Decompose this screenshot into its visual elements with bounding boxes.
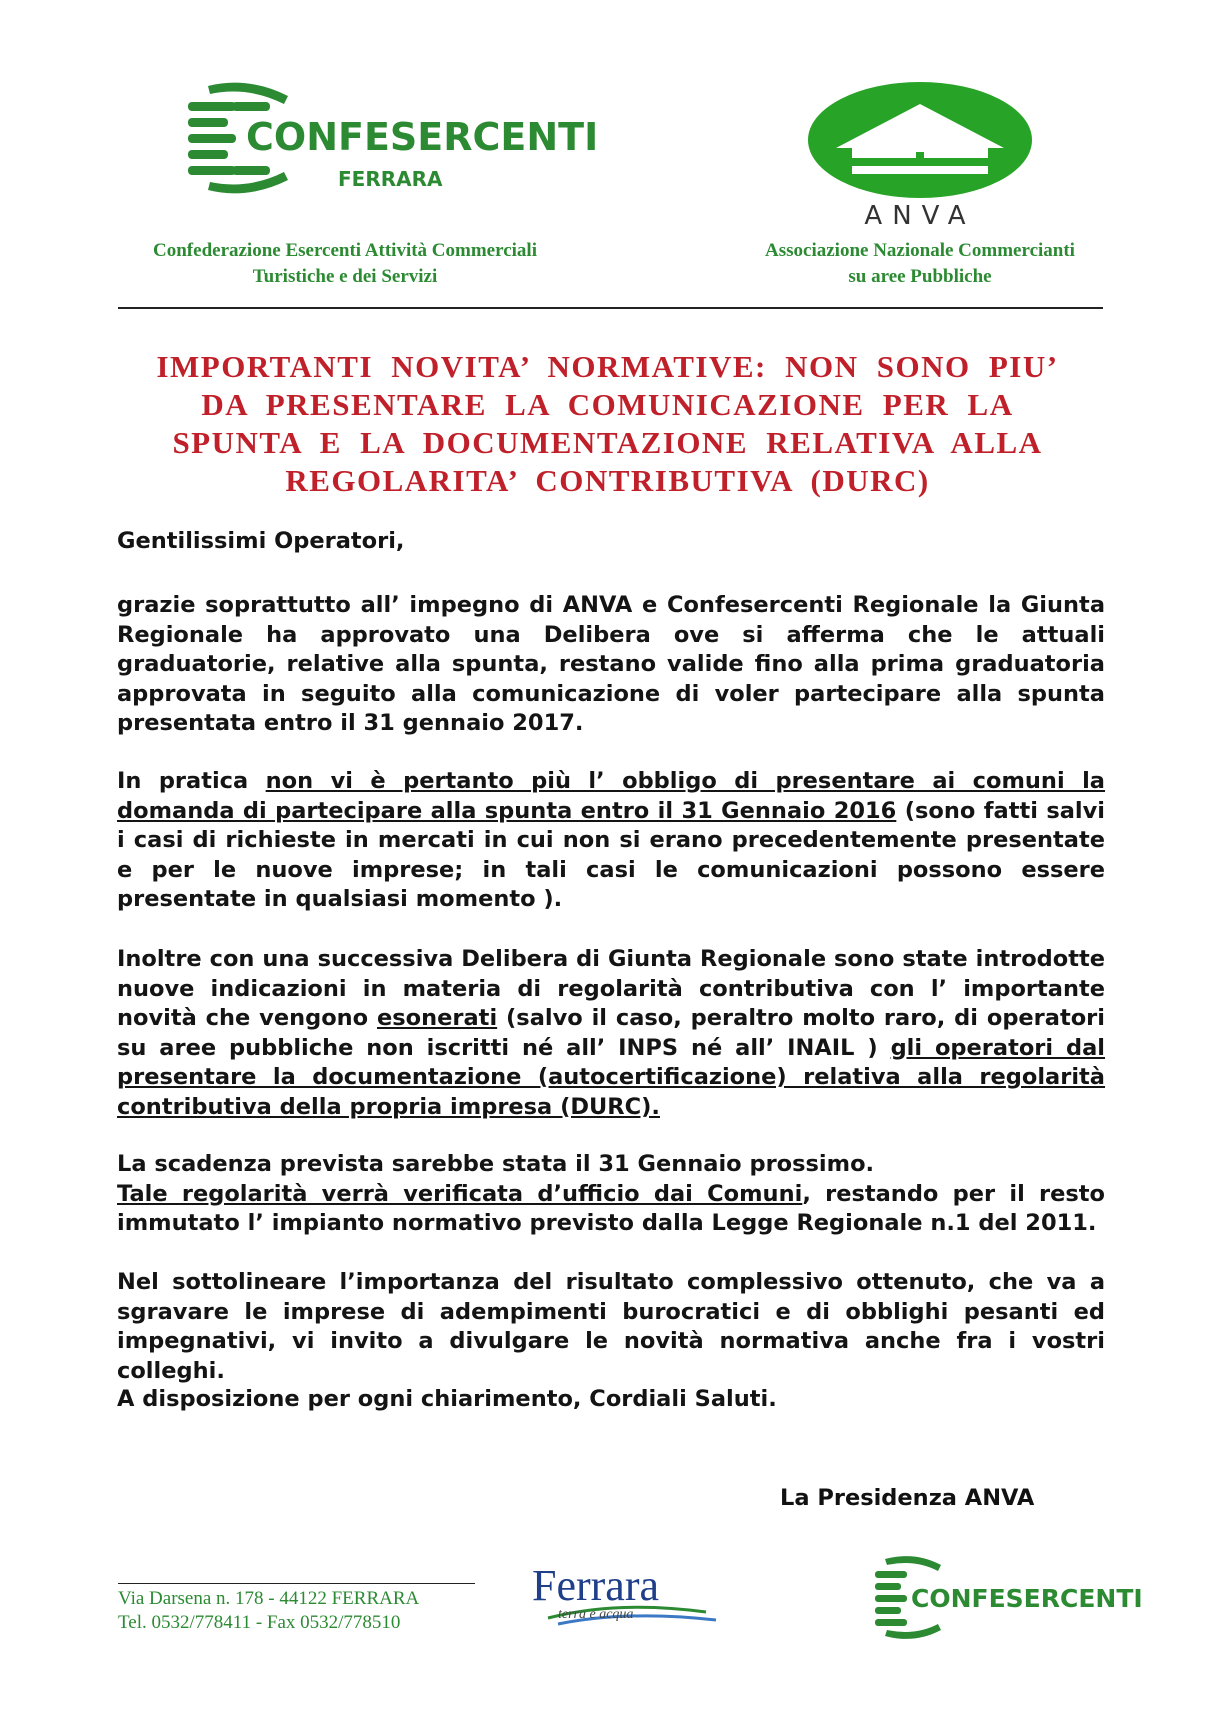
svg-text:FERRARA: FERRARA [338, 167, 443, 191]
paragraph-3: Inoltre con una successiva Delibera di Giunta Regionale sono state introdotte nuove indicazioni in materia di regolarità contributiva con l’ importante novità che vengono esonerati (salvo il caso, peraltro molto raro, di operatori su aree pubbliche non iscritti né all’ INPS né all’ INAIL ) gli operatori dal presentare la documentazione (autocertificazione) relativa alla regolarità contributiva della propria impresa (DURC). [117, 946, 1105, 1120]
footer-address: Via Darsena n. 178 - 44122 FERRARA [118, 1588, 420, 1609]
underlined-text: esonerati [377, 1005, 498, 1031]
left-org-description: Confederazione Esercenti Attività Commerciali Turistiche e dei Servizi [153, 240, 537, 287]
confesercenti-logo [188, 82, 599, 197]
anva-logo [800, 82, 1040, 232]
greeting: Gentilissimi Operatori, [117, 528, 405, 554]
underlined-text: non vi è pertanto più l’ obbligo di presentare ai comuni la domanda di partecipare alla spunta entro il 31 Gennaio 2016 [117, 768, 1105, 824]
page-title: IMPORTANTI NOVITA’ NORMATIVE: NON SONO PIU’ DA PRESENTARE LA COMUNICAZIONE PER LA SPUNTA E LA DOCUMENTAZIONE RELATIVA ALLA REGOLARITA’ CONTRIBUTIVA (DURC) [156, 349, 1059, 498]
right-org-description: Associazione Nazionale Commercianti su aree Pubbliche [765, 240, 1075, 287]
paragraph-2: In pratica non vi è pertanto più l’ obbligo di presentare ai comuni la domanda di partecipare alla spunta entro il 31 Gennaio 2016 (sono fatti salvi i casi di richieste in mercati in cui non si erano precedentemente presentate e per le nuove imprese; in tali casi le comunicazioni possono essere presentate in qualsiasi momento ). [117, 768, 1105, 912]
paragraph-6: A disposizione per ogni chiarimento, Cordiali Saluti. [117, 1386, 777, 1412]
paragraph-1: grazie soprattutto all’ impegno di ANVA e Confesercenti Regionale la Giunta Regionale ha approvato una Delibera ove si afferma che le attuali graduatorie, relative alla spunta, restano valide fino alla prima graduatoria approvata in seguito alla comunicazione di voler partecipare alla spunta presentata entro il 31 gennaio 2017. [117, 592, 1105, 736]
svg-text:CONFESERCENTI: CONFESERCENTI [911, 1584, 1143, 1613]
underlined-text: gli operatori dal presentare la documentazione (autocertificazione) relativa alla regolarità contributiva della propria impresa (DURC). [117, 1034, 1105, 1120]
confesercenti-footer-logo [875, 1555, 1143, 1640]
paragraph-4: La scadenza prevista sarebbe stata il 31 Gennaio prossimo. Tale regolarità verrà verificata d’ufficio dai Comuni, restando per il resto immutato l’ impianto normativo previsto dalla Legge Regionale n.1 del 2011. [117, 1151, 1105, 1236]
ferrara-logo [528, 1560, 728, 1630]
svg-text:Ferrara: Ferrara [532, 1561, 660, 1610]
signature: La Presidenza ANVA [780, 1485, 1035, 1511]
svg-text:terra e acqua: terra e acqua [558, 1607, 634, 1622]
svg-text:CONFESERCENTI: CONFESERCENTI [246, 115, 599, 159]
footer-divider [118, 1583, 475, 1584]
underlined-text: Tale regolarità verrà verificata d’ufficio dai Comuni [117, 1180, 803, 1207]
header-divider [118, 307, 1103, 309]
svg-text:ANVA: ANVA [864, 201, 976, 231]
paragraph-5: Nel sottolineare l’importanza del risultato complessivo ottenuto, che va a sgravare le imprese di adempimenti burocratici e di obblighi pesanti ed impegnativi, vi invito a divulgare le novità normativa anche fra i vostri colleghi. [117, 1269, 1105, 1384]
footer-phone: Tel. 0532/778411 - Fax 0532/778510 [118, 1612, 401, 1633]
